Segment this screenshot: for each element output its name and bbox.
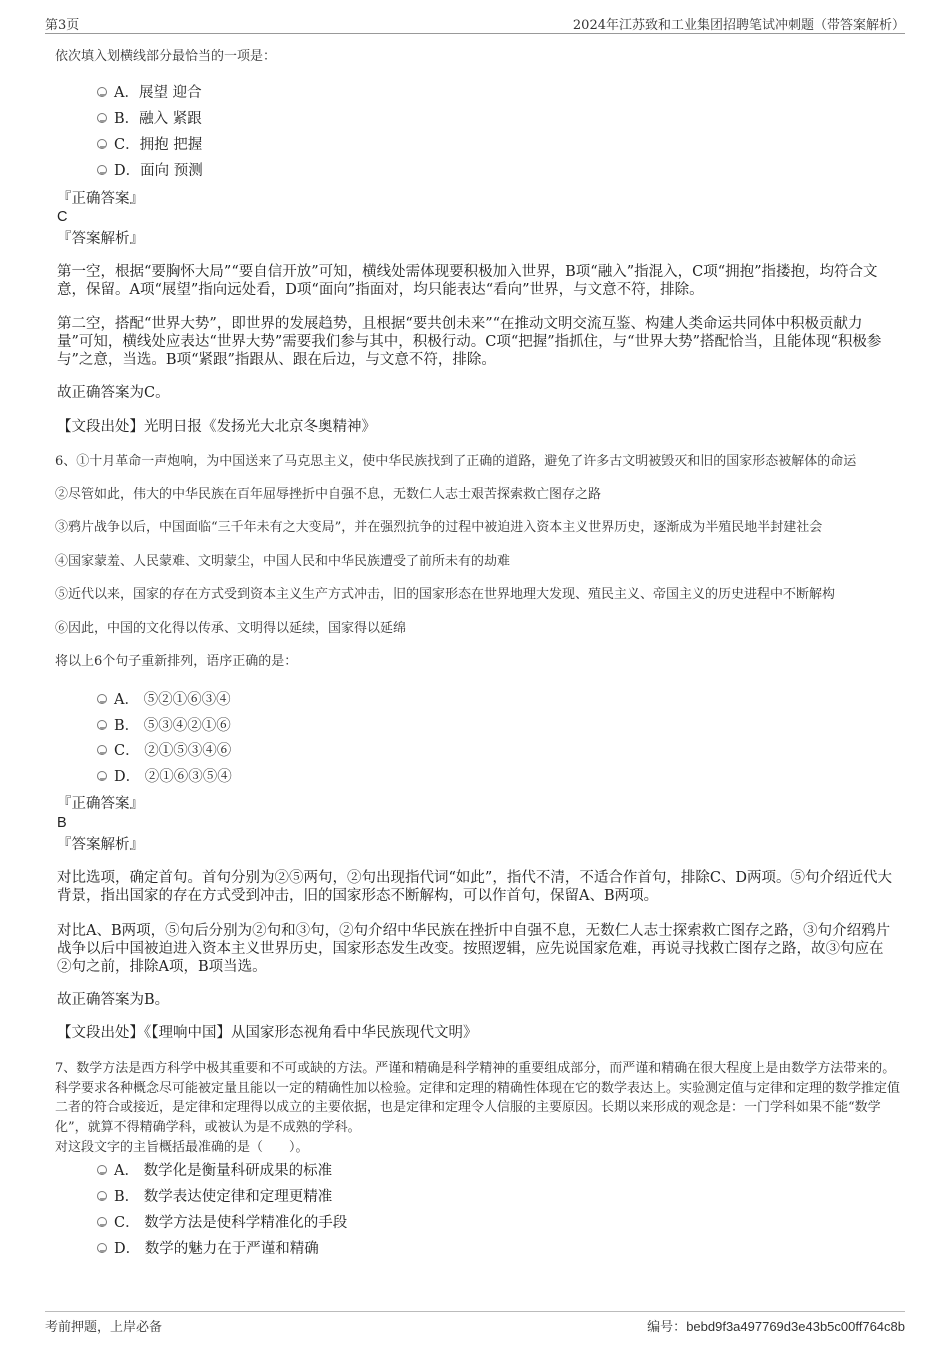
q6-analysis-label: 『答案解析』 (57, 837, 144, 853)
q6-option-d[interactable]: D． ②①⑥③⑤④ (97, 768, 232, 786)
radio-icon[interactable] (97, 1243, 107, 1253)
radio-icon[interactable] (97, 139, 107, 149)
q6-sentence: ⑥因此，中国的文化得以传承、文明得以延续，国家得以延绵 (55, 621, 407, 636)
q6-answer-label: 『正确答案』 (57, 796, 144, 812)
q5-option-b[interactable]: B．融入 紧跟 (97, 110, 202, 128)
q5-analysis-paragraph: 第二空，搭配“世界大势”，即世界的发展趋势，且根据“要共创未来”“在推动文明交流互鉴、构建人类命运共同体中积极贡献力量”可知，横线处应表达“世界大势”需要我们参与其中，积极行动。C项“把握”指抓住，与“世界大势”搭配恰当，且能体现“积极参与”之意，当选。B项“紧跟”指跟从、跟在后边，与文意不符，排除。 (57, 316, 882, 368)
footer-slogan: 考前押题，上岸必备 (45, 1320, 163, 1335)
q7-option-d[interactable]: D． 数学的魅力在于严谨和精确 (97, 1240, 319, 1258)
radio-icon[interactable] (97, 113, 107, 123)
q7-option-c[interactable]: C． 数学方法是使科学精准化的手段 (97, 1214, 347, 1232)
q6-answer: B (57, 815, 67, 831)
radio-icon[interactable] (97, 1217, 107, 1227)
page-number: 第3页 (45, 18, 80, 33)
radio-icon[interactable] (97, 165, 107, 175)
radio-icon[interactable] (97, 87, 107, 97)
q7-option-b[interactable]: B． 数学表达使定律和定理更精准 (97, 1188, 332, 1206)
q6-option-b[interactable]: B． ⑤③④②①⑥ (97, 717, 231, 735)
q5-analysis-label: 『答案解析』 (57, 231, 144, 247)
q5-analysis-paragraph: 第一空，根据“要胸怀大局”“要自信开放”可知，横线处需体现要积极加入世界，B项“融入”指混入，C项“拥抱”指搂抱，均符合文意，保留。A项“展望”指向远处看，D项“面向”指面对，均只能表达“看向”世界，与文意不符，排除。 (57, 264, 878, 298)
page-footer (45, 1311, 905, 1335)
code-label: 编号： (647, 1320, 687, 1335)
radio-icon[interactable] (97, 745, 107, 755)
q5-option-d[interactable]: D．面向 预测 (97, 162, 203, 180)
code-value: bebd9f3a497769d3e43b5c00ff764c8b (686, 1319, 905, 1334)
radio-icon[interactable] (97, 1191, 107, 1201)
q6-analysis-paragraph: 对比选项，确定首句。首句分别为②⑤两句，②句出现指代词“如此”，指代不清，不适合作首句，排除C、D两项。⑤句介绍近代大背景，指出国家的存在方式受到冲击，旧的国家形态不断解构，可以作首句，保留A、B两项。 (57, 870, 893, 904)
q6-prompt: 将以上6个句子重新排列，语序正确的是： (55, 654, 298, 669)
radio-icon[interactable] (97, 1165, 107, 1175)
q5-answer: C (57, 209, 68, 225)
q6-analysis-conclusion: 故正确答案为B。 (57, 992, 170, 1008)
q5-prompt: 依次填入划横线部分最恰当的一项是： (55, 49, 277, 64)
q6-sentence: ⑤近代以来，国家的存在方式受到资本主义生产方式冲击，旧的国家形态在世界地理大发现、殖民主义、帝国主义的历史进程中不断解构 (55, 587, 836, 602)
q6-sentence: ③鸦片战争以后，中国面临“三千年未有之大变局”，并在强烈抗争的过程中被迫进入资本主义世界历史，逐渐成为半殖民地半封建社会 (55, 520, 823, 535)
q6-sentence: ④国家蒙羞、人民蒙难、文明蒙尘，中国人民和中华民族遭受了前所未有的劫难 (55, 554, 511, 569)
q5-option-c[interactable]: C．拥抱 把握 (97, 136, 202, 154)
q6-analysis-paragraph: 对比A、B两项，⑤句后分别为②句和③句，②句介绍中华民族在挫折中自强不息，无数仁人志士探索救亡图存之路，③句介绍鸦片战争以后中国被迫进入资本主义世界历史，国家形态发生改变。按照逻辑，应先说国家危难，再说寻找救亡图存之路，故③句应在②句之前，排除A项，B项当选。 (57, 923, 891, 975)
q7-option-a[interactable]: A． 数学化是衡量科研成果的标准 (97, 1162, 332, 1180)
q6-sentence: 6、①十月革命一声炮响，为中国送来了马克思主义，使中华民族找到了正确的道路，避免了许多古文明被毁灭和旧的国家形态被解体的命运 (55, 454, 857, 469)
document-code (647, 1316, 905, 1335)
q6-source: 【文段出处】《【理响中国】从国家形态视角看中华民族现代文明》 (57, 1025, 478, 1041)
q5-option-a[interactable]: A．展望 迎合 (97, 84, 202, 102)
page-header (45, 10, 905, 34)
radio-icon[interactable] (97, 720, 107, 730)
radio-icon[interactable] (97, 694, 107, 704)
q6-sentence: ②尽管如此，伟大的中华民族在百年屈辱挫折中自强不息，无数仁人志士艰苦探索救亡图存之路 (55, 487, 602, 502)
q6-option-c[interactable]: C． ②①⑤③④⑥ (97, 742, 231, 760)
q5-analysis-conclusion: 故正确答案为C。 (57, 385, 170, 401)
q7-passage: 7、数学方法是西方科学中极其重要和不可或缺的方法。严谨和精确是科学精神的重要组成部分，而严谨和精确在很大程度上是由数学方法带来的。科学要求各种概念尽可能被定量且能以一定的精确性加以检验。定律和定理的精确性体现在它的数学表达上。实验测定值与定律和定理的数学推定值二者的符合或接近，是定律和定理得以成立的主要依据，也是定律和定理令人信服的主要原因。长期以来形成的观念是：一门学科如果不能“数学化”，就算不得精确学科，或被认为是不成熟的学科。 (55, 1061, 901, 1135)
q5-answer-label: 『正确答案』 (57, 191, 144, 207)
radio-icon[interactable] (97, 771, 107, 781)
document-title: 2024年江苏致和工业集团招聘笔试冲刺题（带答案解析） (572, 18, 905, 33)
q6-option-a[interactable]: A． ⑤②①⑥③④ (97, 691, 231, 709)
q5-source: 【文段出处】光明日报《发扬光大北京冬奥精神》 (57, 419, 376, 435)
q7-prompt: 对这段文字的主旨概括最准确的是（ ）。 (55, 1140, 309, 1155)
